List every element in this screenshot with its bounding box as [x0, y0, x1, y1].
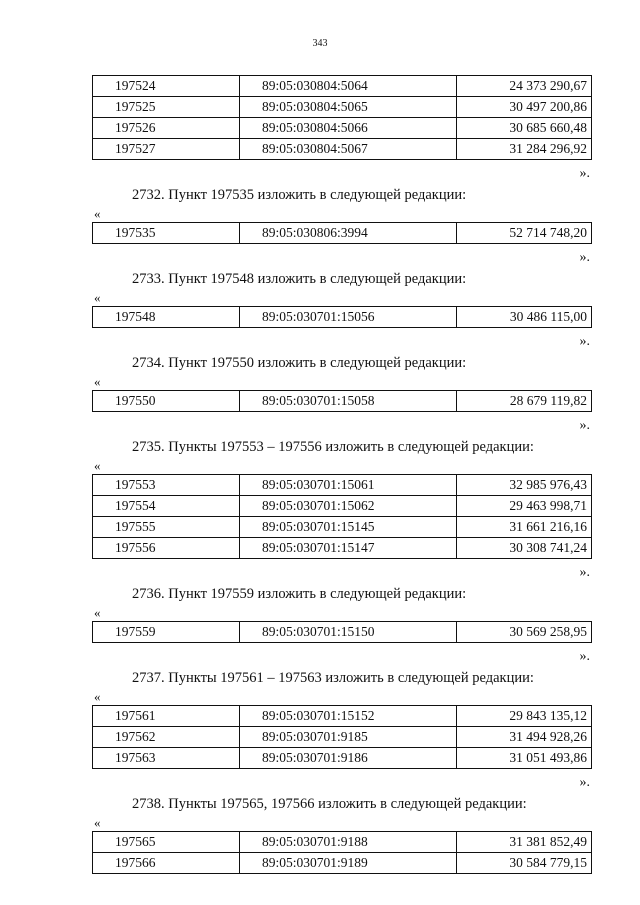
entries-table: [92, 390, 592, 412]
amendment-heading: 2736. Пункт 197559 изложить в следующей редакции:: [132, 586, 467, 602]
closing-quote: ».: [579, 649, 590, 664]
entries-table: [92, 621, 592, 643]
cadastral-number-cell: 89:05:030806:3994: [240, 223, 457, 244]
cadastral-number-cell: 89:05:030701:15061: [240, 475, 457, 496]
cadastral-number-cell: 89:05:030701:15145: [240, 517, 457, 538]
entries-table: [92, 831, 592, 874]
item-number-cell: 197525: [93, 97, 240, 118]
item-number-cell: 197524: [93, 76, 240, 97]
cadastral-number-cell: 89:05:030701:9188: [240, 832, 457, 853]
value-cell: 31 494 928,26: [457, 727, 592, 748]
cadastral-number-cell: 89:05:030701:15056: [240, 307, 457, 328]
value-cell: 30 308 741,24: [457, 538, 592, 559]
item-number-cell: 197554: [93, 496, 240, 517]
table-row: [93, 727, 592, 748]
item-number-cell: 197548: [93, 307, 240, 328]
table-row: [93, 97, 592, 118]
opening-quote: «: [94, 206, 101, 221]
item-number-cell: 197561: [93, 706, 240, 727]
amendment-heading: 2735. Пункты 197553 – 197556 изложить в следующей редакции:: [132, 439, 534, 455]
table-row: [93, 538, 592, 559]
document-body: [92, 75, 592, 874]
item-number-cell: 197526: [93, 118, 240, 139]
cadastral-number-cell: 89:05:030701:9189: [240, 853, 457, 874]
closing-quote: ».: [579, 418, 590, 433]
entries-table: [92, 474, 592, 559]
value-cell: 30 486 115,00: [457, 307, 592, 328]
cadastral-number-cell: 89:05:030701:15058: [240, 391, 457, 412]
value-cell: 30 685 660,48: [457, 118, 592, 139]
item-number-cell: 197556: [93, 538, 240, 559]
opening-quote: «: [94, 689, 101, 704]
amendment-heading: 2733. Пункт 197548 изложить в следующей редакции:: [132, 271, 467, 287]
item-number-cell: 197563: [93, 748, 240, 769]
table-row: [93, 748, 592, 769]
table-row: [93, 832, 592, 853]
value-cell: 30 497 200,86: [457, 97, 592, 118]
closing-quote: ».: [579, 166, 590, 181]
table-row: [93, 307, 592, 328]
item-number-cell: 197566: [93, 853, 240, 874]
cadastral-number-cell: 89:05:030701:15150: [240, 622, 457, 643]
table-row: [93, 391, 592, 412]
table-row: [93, 706, 592, 727]
opening-quote: «: [94, 290, 101, 305]
entries-table: [92, 222, 592, 244]
opening-quote: «: [94, 458, 101, 473]
value-cell: 31 661 216,16: [457, 517, 592, 538]
opening-quote: «: [94, 815, 101, 830]
closing-quote: ».: [579, 565, 590, 580]
cadastral-number-cell: 89:05:030701:15062: [240, 496, 457, 517]
value-cell: 52 714 748,20: [457, 223, 592, 244]
opening-quote: «: [94, 605, 101, 620]
value-cell: 29 843 135,12: [457, 706, 592, 727]
cadastral-number-cell: 89:05:030804:5065: [240, 97, 457, 118]
table-row: [93, 223, 592, 244]
entries-table: [92, 306, 592, 328]
item-number-cell: 197553: [93, 475, 240, 496]
item-number-cell: 197562: [93, 727, 240, 748]
item-number-cell: 197555: [93, 517, 240, 538]
cadastral-number-cell: 89:05:030701:9185: [240, 727, 457, 748]
item-number-cell: 197535: [93, 223, 240, 244]
closing-quote: ».: [579, 334, 590, 349]
entries-table: [92, 705, 592, 769]
cadastral-number-cell: 89:05:030804:5067: [240, 139, 457, 160]
cadastral-number-cell: 89:05:030701:15152: [240, 706, 457, 727]
value-cell: 31 051 493,86: [457, 748, 592, 769]
opening-quote: «: [94, 374, 101, 389]
table-row: [93, 139, 592, 160]
amendment-heading: 2737. Пункты 197561 – 197563 изложить в следующей редакции:: [132, 670, 534, 686]
item-number-cell: 197527: [93, 139, 240, 160]
table-row: [93, 76, 592, 97]
table-row: [93, 496, 592, 517]
value-cell: 32 985 976,43: [457, 475, 592, 496]
table-row: [93, 517, 592, 538]
item-number-cell: 197559: [93, 622, 240, 643]
value-cell: 30 584 779,15: [457, 853, 592, 874]
cadastral-number-cell: 89:05:030701:9186: [240, 748, 457, 769]
value-cell: 30 569 258,95: [457, 622, 592, 643]
table-row: [93, 118, 592, 139]
item-number-cell: 197550: [93, 391, 240, 412]
table-row: [93, 475, 592, 496]
value-cell: 31 381 852,49: [457, 832, 592, 853]
item-number-cell: 197565: [93, 832, 240, 853]
table-row: [93, 853, 592, 874]
page-number: 343: [312, 38, 328, 49]
cadastral-number-cell: 89:05:030804:5066: [240, 118, 457, 139]
entries-table: [92, 75, 592, 160]
value-cell: 29 463 998,71: [457, 496, 592, 517]
cadastral-number-cell: 89:05:030701:15147: [240, 538, 457, 559]
value-cell: 28 679 119,82: [457, 391, 592, 412]
closing-quote: ».: [579, 775, 590, 790]
table-row: [93, 622, 592, 643]
closing-quote: ».: [579, 250, 590, 265]
amendment-heading: 2738. Пункты 197565, 197566 изложить в следующей редакции:: [132, 796, 527, 812]
value-cell: 31 284 296,92: [457, 139, 592, 160]
amendment-heading: 2732. Пункт 197535 изложить в следующей редакции:: [132, 187, 467, 203]
value-cell: 24 373 290,67: [457, 76, 592, 97]
cadastral-number-cell: 89:05:030804:5064: [240, 76, 457, 97]
amendment-heading: 2734. Пункт 197550 изложить в следующей редакции:: [132, 355, 467, 371]
